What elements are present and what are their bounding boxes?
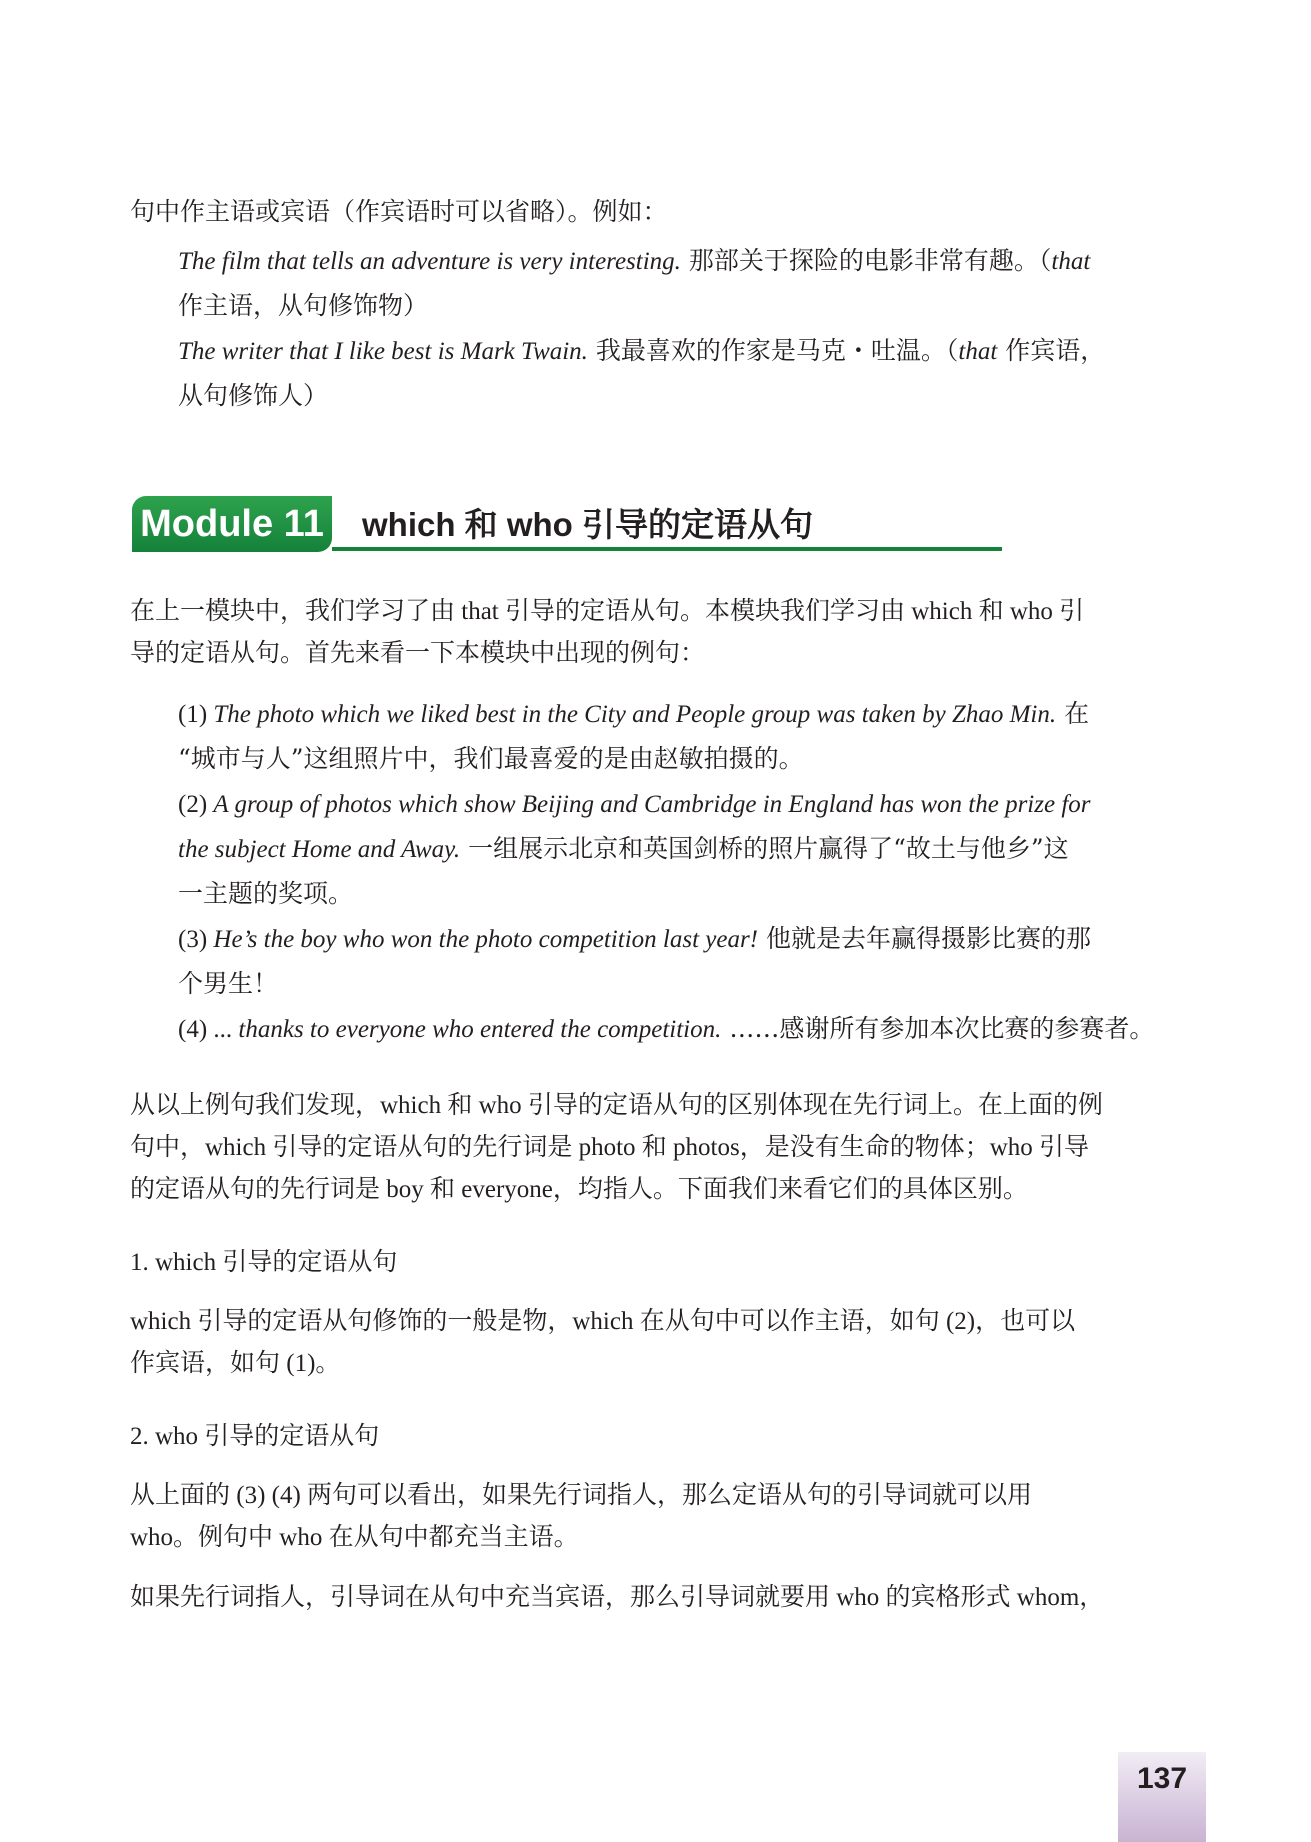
- sentence-4-english: thanks to everyone who entered the competition.: [238, 1016, 722, 1043]
- sentence-1: [178, 698, 1089, 731]
- sentence-3-number: (3): [178, 926, 214, 953]
- example-writer-that: that: [958, 338, 998, 365]
- para-4-line-1: 从上面的 (3) (4) 两句可以看出，如果先行词指人，那么定语从句的引导词就可以用: [130, 1482, 1033, 1509]
- para-3-line-1: which 引导的定语从句修饰的一般是物，which 在从句中可以作主语，如句 (2)，也可以: [130, 1308, 1076, 1335]
- module-title: which 和 who 引导的定语从句: [362, 506, 813, 543]
- sentence-2-number: (2): [178, 791, 214, 818]
- sentence-1-number: (1): [178, 701, 214, 728]
- para-2-line-3: 的定语从句的先行词是 boy 和 everyone，均指人。下面我们来看它们的具体区别。: [130, 1176, 1028, 1203]
- sentence-2-line-3: 一主题的奖项。: [178, 879, 354, 908]
- sentence-1-line-2: “城市与人”这组照片中，我们最喜爱的是由赵敏拍摄的。: [178, 744, 804, 773]
- sentence-3-chinese: 他就是去年赢得摄影比赛的那: [758, 924, 1091, 953]
- para-4-line-2: who。例句中 who 在从句中都充当主语。: [130, 1524, 579, 1551]
- sentence-2-english: A group of photos which show Beijing and Cambridge in England has won the prize for: [213, 791, 1091, 818]
- sentence-1-english: The photo which we liked best in the City and People group was taken by Zhao Min.: [213, 701, 1057, 728]
- example-film-that: that: [1051, 248, 1091, 275]
- subheading-who: 2. who 引导的定语从句: [130, 1423, 380, 1450]
- example-film-chinese: 那部关于探险的电影非常有趣。（: [680, 246, 1052, 275]
- sentence-3: [178, 923, 1091, 956]
- example-writer-english: The writer that I like best is Mark Twain.: [178, 338, 588, 365]
- sentence-1-chinese: 在: [1056, 699, 1090, 728]
- module-badge: Module 11: [132, 496, 332, 552]
- example-film-english: The film that tells an adventure is very interesting.: [178, 248, 681, 275]
- example-writer-chinese: 我最喜欢的作家是马克・吐温。（: [587, 336, 959, 365]
- example-writer-tail: 作宾语，: [997, 336, 1106, 365]
- heading-underline: [332, 547, 1002, 551]
- sentence-3-line-2: 个男生！: [178, 969, 279, 998]
- para-1-line-2: 导的定语从句。首先来看一下本模块中出现的例句：: [130, 640, 706, 667]
- example-film-note: 作主语，从句修饰物）: [178, 291, 429, 320]
- para-5-line-1: 如果先行词指人，引导词在从句中充当宾语，那么引导词就要用 who 的宾格形式 whom，: [130, 1584, 1105, 1611]
- sentence-4-chinese: ……感谢所有参加本次比赛的参赛者。: [721, 1014, 1155, 1043]
- intro-line: 句中作主语或宾语（作宾语时可以省略）。例如：: [130, 197, 668, 226]
- sentence-2-line-2: [178, 833, 1069, 866]
- subheading-which: 1. which 引导的定语从句: [130, 1249, 398, 1276]
- sentence-4: [178, 1013, 1154, 1046]
- para-1-line-1: 在上一模块中，我们学习了由 that 引导的定语从句。本模块我们学习由 which 和 who 引: [130, 598, 1085, 625]
- sentence-4-number: (4) ...: [178, 1016, 239, 1043]
- para-2-line-1: 从以上例句我们发现，which 和 who 引导的定语从句的区别体现在先行词上。在上面的例: [130, 1092, 1103, 1119]
- sentence-2-chinese: 一组展示北京和英国剑桥的照片赢得了“故土与他乡”这: [460, 834, 1069, 863]
- example-writer: [178, 335, 1105, 368]
- page-number: 137: [1136, 1762, 1188, 1795]
- sentence-3-english: He’s the boy who won the photo competition last year!: [213, 926, 759, 953]
- example-film: [178, 245, 1090, 278]
- sentence-2-english-cont: the subject Home and Away.: [178, 836, 461, 863]
- para-3-line-2: 作宾语，如句 (1)。: [130, 1350, 341, 1377]
- example-writer-note: 从句修饰人）: [178, 381, 329, 410]
- page-number-tab: [1118, 1752, 1206, 1842]
- para-2-line-2: 句中，which 引导的定语从句的先行词是 photo 和 photos，是没有生命的物体；who 引导: [130, 1134, 1090, 1161]
- sentence-2: [178, 788, 1091, 821]
